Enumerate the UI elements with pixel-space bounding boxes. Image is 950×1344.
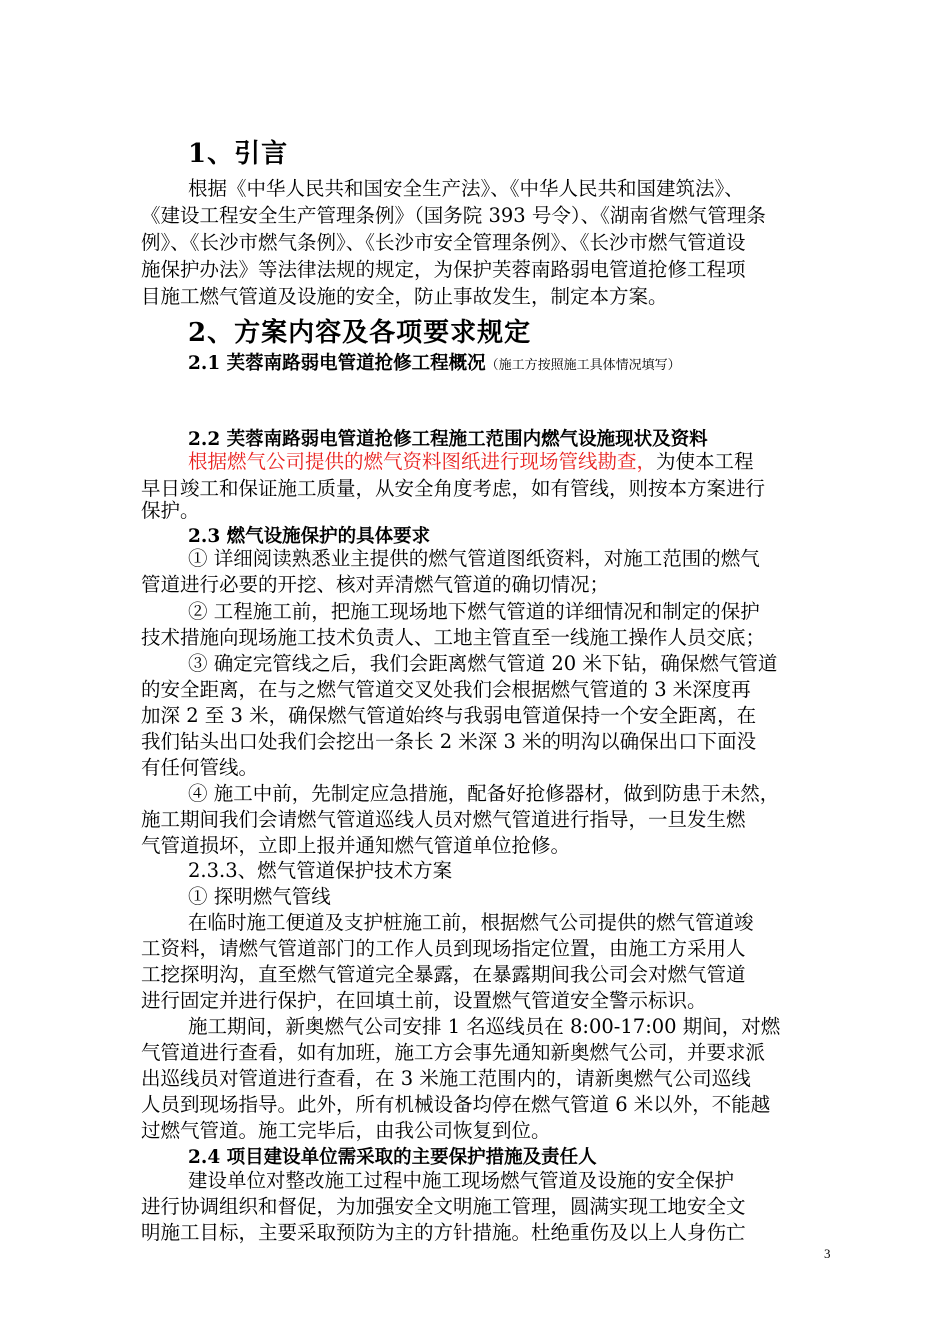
paragraph-line: ④ 施工中前，先制定应急措施，配备好抢修器材，做到防患于未然， (188, 782, 780, 805)
paragraph-line: 有任何管线。 (141, 756, 259, 779)
subsection-2-4-heading: 2.4 项目建设单位需采取的主要保护措施及责任人 (188, 1147, 597, 1168)
paragraph-line: 进行固定并进行保护，在回填土前，设置燃气管道安全警示标识。 (141, 989, 707, 1012)
paragraph-line: 加深 2 至 3 米，确保燃气管道始终与我弱电管道保持一个安全距离，在 (141, 704, 757, 727)
paragraph-line: 保护。 (141, 499, 200, 522)
section-1-heading: 1、引言 (188, 139, 289, 169)
paragraph-line: 我们钻头出口处我们会挖出一条长 2 米深 3 米的明沟以确保出口下面没 (141, 730, 757, 753)
paragraph-line: 技术措施向现场施工技术负责人、工地主管直至一线施工操作人员交底； (141, 626, 766, 649)
subsection-2-1-heading (188, 349, 681, 375)
paragraph-line: 2.3.3、燃气管道保护技术方案 (188, 859, 453, 882)
paragraph-line: 气管道损坏，立即上报并通知燃气管道单位抢修。 (141, 834, 571, 857)
paragraph-line: 过燃气管道。施工完毕后，由我公司恢复到位。 (141, 1119, 551, 1142)
subsection-2-3-heading: 2.3 燃气设施保护的具体要求 (188, 526, 431, 547)
paragraph-line: 人员到现场指导。此外，所有机械设备均停在燃气管道 6 米以外，不能越 (141, 1093, 771, 1116)
subsection-2-2-heading: 2.2 芙蓉南路弱电管道抢修工程施工范围内燃气设施现状及资料 (188, 429, 708, 450)
paragraph-line: 的安全距离，在与之燃气管道交叉处我们会根据燃气管道的 3 米深度再 (141, 678, 751, 701)
paragraph-line: 明施工目标，主要采取预防为主的方针措施。杜绝重伤及以上人身伤亡 (141, 1221, 746, 1244)
paragraph-line: 早日竣工和保证施工质量，从安全角度考虑，如有管线，则按本方案进行 (141, 477, 766, 500)
paragraph-line: 目施工燃气管道及设施的安全，防止事故发生，制定本方案。 (141, 285, 668, 308)
paragraph-line: 管道进行必要的开挖、核对弄清燃气管道的确切情况； (141, 573, 610, 596)
paragraph-line: 例》、《长沙市燃气条例》、《长沙市安全管理条例》、《长沙市燃气管道设 (141, 231, 746, 254)
paragraph-line: ① 探明燃气管线 (188, 885, 331, 908)
paragraph-line: 根据《中华人民共和国安全生产法》、《中华人民共和国建筑法》、 (188, 177, 744, 200)
paragraph-line: 气管道进行查看，如有加班，施工方会事先通知新奥燃气公司，并要求派 (141, 1041, 766, 1064)
paragraph-line: 施保护办法》等法律法规的规定，为保护芙蓉南路弱电管道抢修工程项 (141, 258, 746, 281)
paragraph-line: ② 工程施工前，把施工现场地下燃气管道的详细情况和制定的保护 (188, 600, 760, 623)
paragraph-line (188, 448, 754, 475)
subsection-2-1-note: （施工方按照施工具体情况填写） (485, 358, 681, 373)
paragraph-line: ③ 确定完管线之后，我们会距离燃气管道 20 米下钻，确保燃气管道 (188, 652, 778, 675)
paragraph-line: 出巡线员对管道进行查看，在 3 米施工范围内的，请新奥燃气公司巡线 (141, 1067, 751, 1090)
paragraph-line: 工挖探明沟，直至燃气管道完全暴露，在暴露期间我公司会对燃气管道 (141, 963, 746, 986)
paragraph-text: 为使本工程 (656, 450, 754, 473)
paragraph-line: 建设单位对整改施工过程中施工现场燃气管道及设施的安全保护 (188, 1169, 735, 1192)
paragraph-line: 工资料，请燃气管道部门的工作人员到现场指定位置，由施工方采用人 (141, 937, 746, 960)
highlighted-text: 根据燃气公司提供的燃气资料图纸进行现场管线勘查， (188, 450, 657, 473)
paragraph-line: 在临时施工便道及支护桩施工前，根据燃气公司提供的燃气管道竣 (188, 911, 754, 934)
section-2-heading: 2、方案内容及各项要求规定 (188, 318, 532, 348)
paragraph-line: 《建设工程安全生产管理条例》（国务院 393 号令）、《湖南省燃气管理条 (141, 204, 766, 227)
paragraph-line: 进行协调组织和督促，为加强安全文明施工管理，圆满实现工地安全文 (141, 1195, 746, 1218)
page-number: 3 (824, 1246, 831, 1261)
paragraph-line: ① 详细阅读熟悉业主提供的燃气管道图纸资料，对施工范围的燃气 (188, 547, 760, 570)
paragraph-line: 施工期间，新奥燃气公司安排 1 名巡线员在 8:00-17:00 期间，对燃 (188, 1015, 781, 1038)
paragraph-line: 施工期间我们会请燃气管道巡线人员对燃气管道进行指导，一旦发生燃 (141, 808, 746, 831)
subsection-2-1-title: 2.1 芙蓉南路弱电管道抢修工程概况 (188, 353, 486, 374)
